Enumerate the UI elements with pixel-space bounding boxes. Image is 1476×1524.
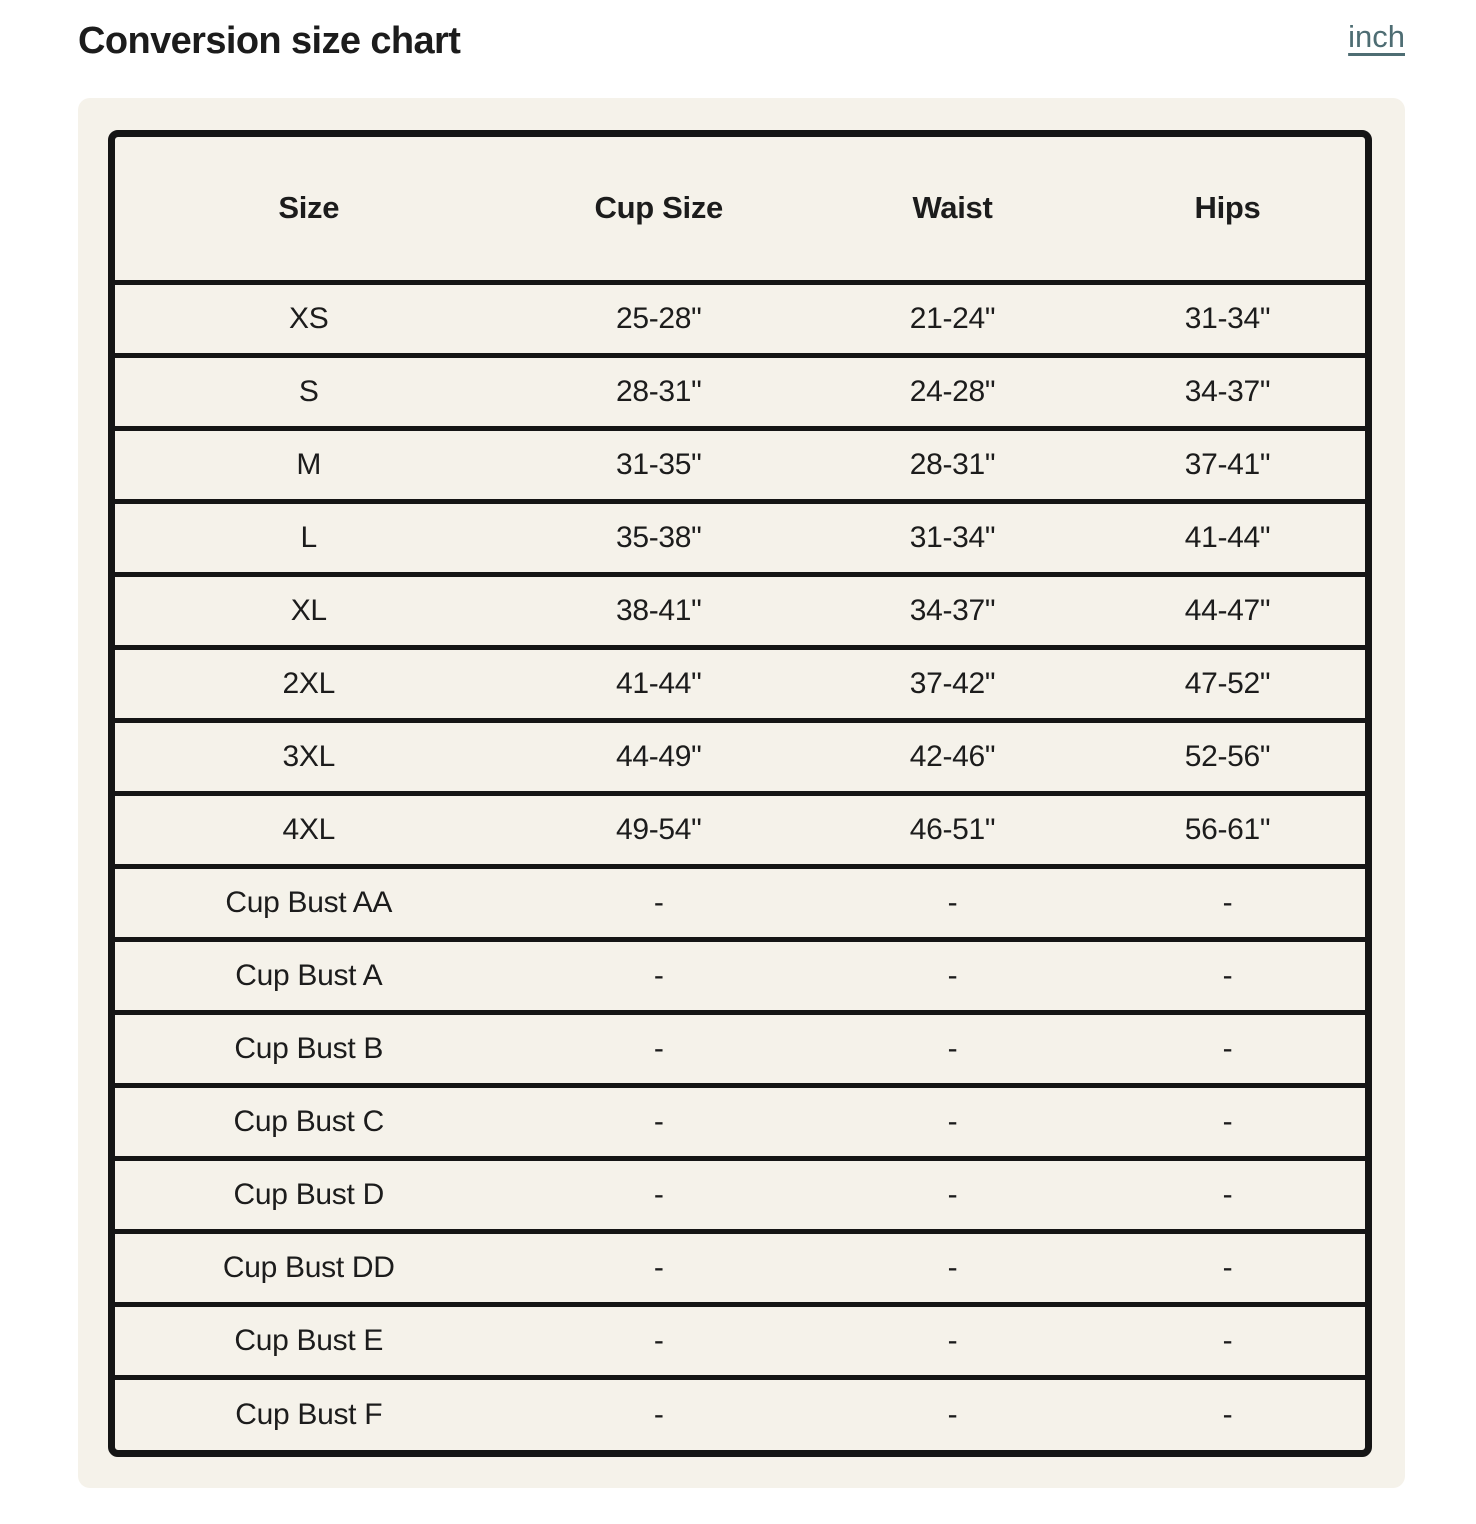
page-header <box>0 0 1476 64</box>
cell-cup-size: 41-44" <box>503 647 816 720</box>
cell-size: Cup Bust E <box>115 1304 503 1377</box>
cell-hips: - <box>1090 1377 1365 1450</box>
cell-hips: - <box>1090 1158 1365 1231</box>
cell-waist: 31-34" <box>815 501 1090 574</box>
cell-cup-size: - <box>503 1304 816 1377</box>
cell-hips: 47-52" <box>1090 647 1365 720</box>
cell-hips: 56-61" <box>1090 793 1365 866</box>
table-row <box>115 501 1365 574</box>
size-chart-rows <box>115 282 1365 1450</box>
cell-cup-size: - <box>503 1377 816 1450</box>
column-header-hips: Hips <box>1194 190 1261 226</box>
cell-size: 3XL <box>115 720 503 793</box>
table-row <box>115 1231 1365 1304</box>
column-header-waist: Waist <box>912 190 993 226</box>
cell-cup-size: - <box>503 1231 816 1304</box>
cell-cup-size: 31-35" <box>503 428 816 501</box>
table-row <box>115 939 1365 1012</box>
cell-hips: 34-37" <box>1090 355 1365 428</box>
cell-hips: - <box>1090 1085 1365 1158</box>
table-row <box>115 1304 1365 1377</box>
table-row <box>115 574 1365 647</box>
cell-waist: - <box>815 939 1090 1012</box>
cell-waist: 28-31" <box>815 428 1090 501</box>
table-header <box>115 137 1365 282</box>
cell-waist: - <box>815 1085 1090 1158</box>
cell-cup-size: 25-28" <box>503 282 816 355</box>
cell-hips: 52-56" <box>1090 720 1365 793</box>
cell-size: XS <box>115 282 503 355</box>
cell-size: M <box>115 428 503 501</box>
unit-toggle-link[interactable]: inch <box>1348 19 1405 54</box>
cell-hips: 31-34" <box>1090 282 1365 355</box>
table-row <box>115 428 1365 501</box>
cell-waist: - <box>815 866 1090 939</box>
cell-cup-size: - <box>503 939 816 1012</box>
table-row <box>115 720 1365 793</box>
cell-waist: - <box>815 1377 1090 1450</box>
cell-size: XL <box>115 574 503 647</box>
cell-waist: 42-46" <box>815 720 1090 793</box>
table-row <box>115 647 1365 720</box>
cell-size: 2XL <box>115 647 503 720</box>
page-title: Conversion size chart <box>78 20 461 62</box>
cell-cup-size: 38-41" <box>503 574 816 647</box>
cell-cup-size: - <box>503 1012 816 1085</box>
size-chart-table <box>115 137 1365 1450</box>
cell-waist: - <box>815 1231 1090 1304</box>
cell-cup-size: 44-49" <box>503 720 816 793</box>
cell-waist: - <box>815 1158 1090 1231</box>
cell-cup-size: - <box>503 1158 816 1231</box>
cell-size: 4XL <box>115 793 503 866</box>
cell-hips: - <box>1090 1231 1365 1304</box>
cell-size: Cup Bust A <box>115 939 503 1012</box>
cell-waist: 24-28" <box>815 355 1090 428</box>
cell-waist: - <box>815 1304 1090 1377</box>
cell-hips: 44-47" <box>1090 574 1365 647</box>
table-row <box>115 282 1365 355</box>
size-chart-table-frame <box>108 130 1372 1457</box>
size-chart-panel <box>78 98 1405 1488</box>
cell-cup-size: 28-31" <box>503 355 816 428</box>
cell-size: S <box>115 355 503 428</box>
column-header-size: Size <box>278 190 340 226</box>
cell-hips: - <box>1090 939 1365 1012</box>
cell-waist: 37-42" <box>815 647 1090 720</box>
cell-cup-size: - <box>503 866 816 939</box>
cell-size: L <box>115 501 503 574</box>
cell-cup-size: 35-38" <box>503 501 816 574</box>
cell-size: Cup Bust F <box>115 1377 503 1450</box>
cell-size: Cup Bust AA <box>115 866 503 939</box>
cell-hips: 41-44" <box>1090 501 1365 574</box>
cell-cup-size: - <box>503 1085 816 1158</box>
cell-hips: - <box>1090 1012 1365 1085</box>
cell-waist: 21-24" <box>815 282 1090 355</box>
cell-hips: 37-41" <box>1090 428 1365 501</box>
cell-hips: - <box>1090 866 1365 939</box>
cell-hips: - <box>1090 1304 1365 1377</box>
column-header-cup-size: Cup Size <box>594 190 723 226</box>
table-row <box>115 1012 1365 1085</box>
table-row <box>115 1158 1365 1231</box>
table-row <box>115 793 1365 866</box>
cell-size: Cup Bust DD <box>115 1231 503 1304</box>
table-row <box>115 1085 1365 1158</box>
cell-waist: - <box>815 1012 1090 1085</box>
header-row <box>115 137 1365 282</box>
cell-waist: 34-37" <box>815 574 1090 647</box>
cell-cup-size: 49-54" <box>503 793 816 866</box>
table-row <box>115 355 1365 428</box>
cell-size: Cup Bust D <box>115 1158 503 1231</box>
cell-size: Cup Bust C <box>115 1085 503 1158</box>
table-row <box>115 866 1365 939</box>
cell-waist: 46-51" <box>815 793 1090 866</box>
table-row <box>115 1377 1365 1450</box>
cell-size: Cup Bust B <box>115 1012 503 1085</box>
